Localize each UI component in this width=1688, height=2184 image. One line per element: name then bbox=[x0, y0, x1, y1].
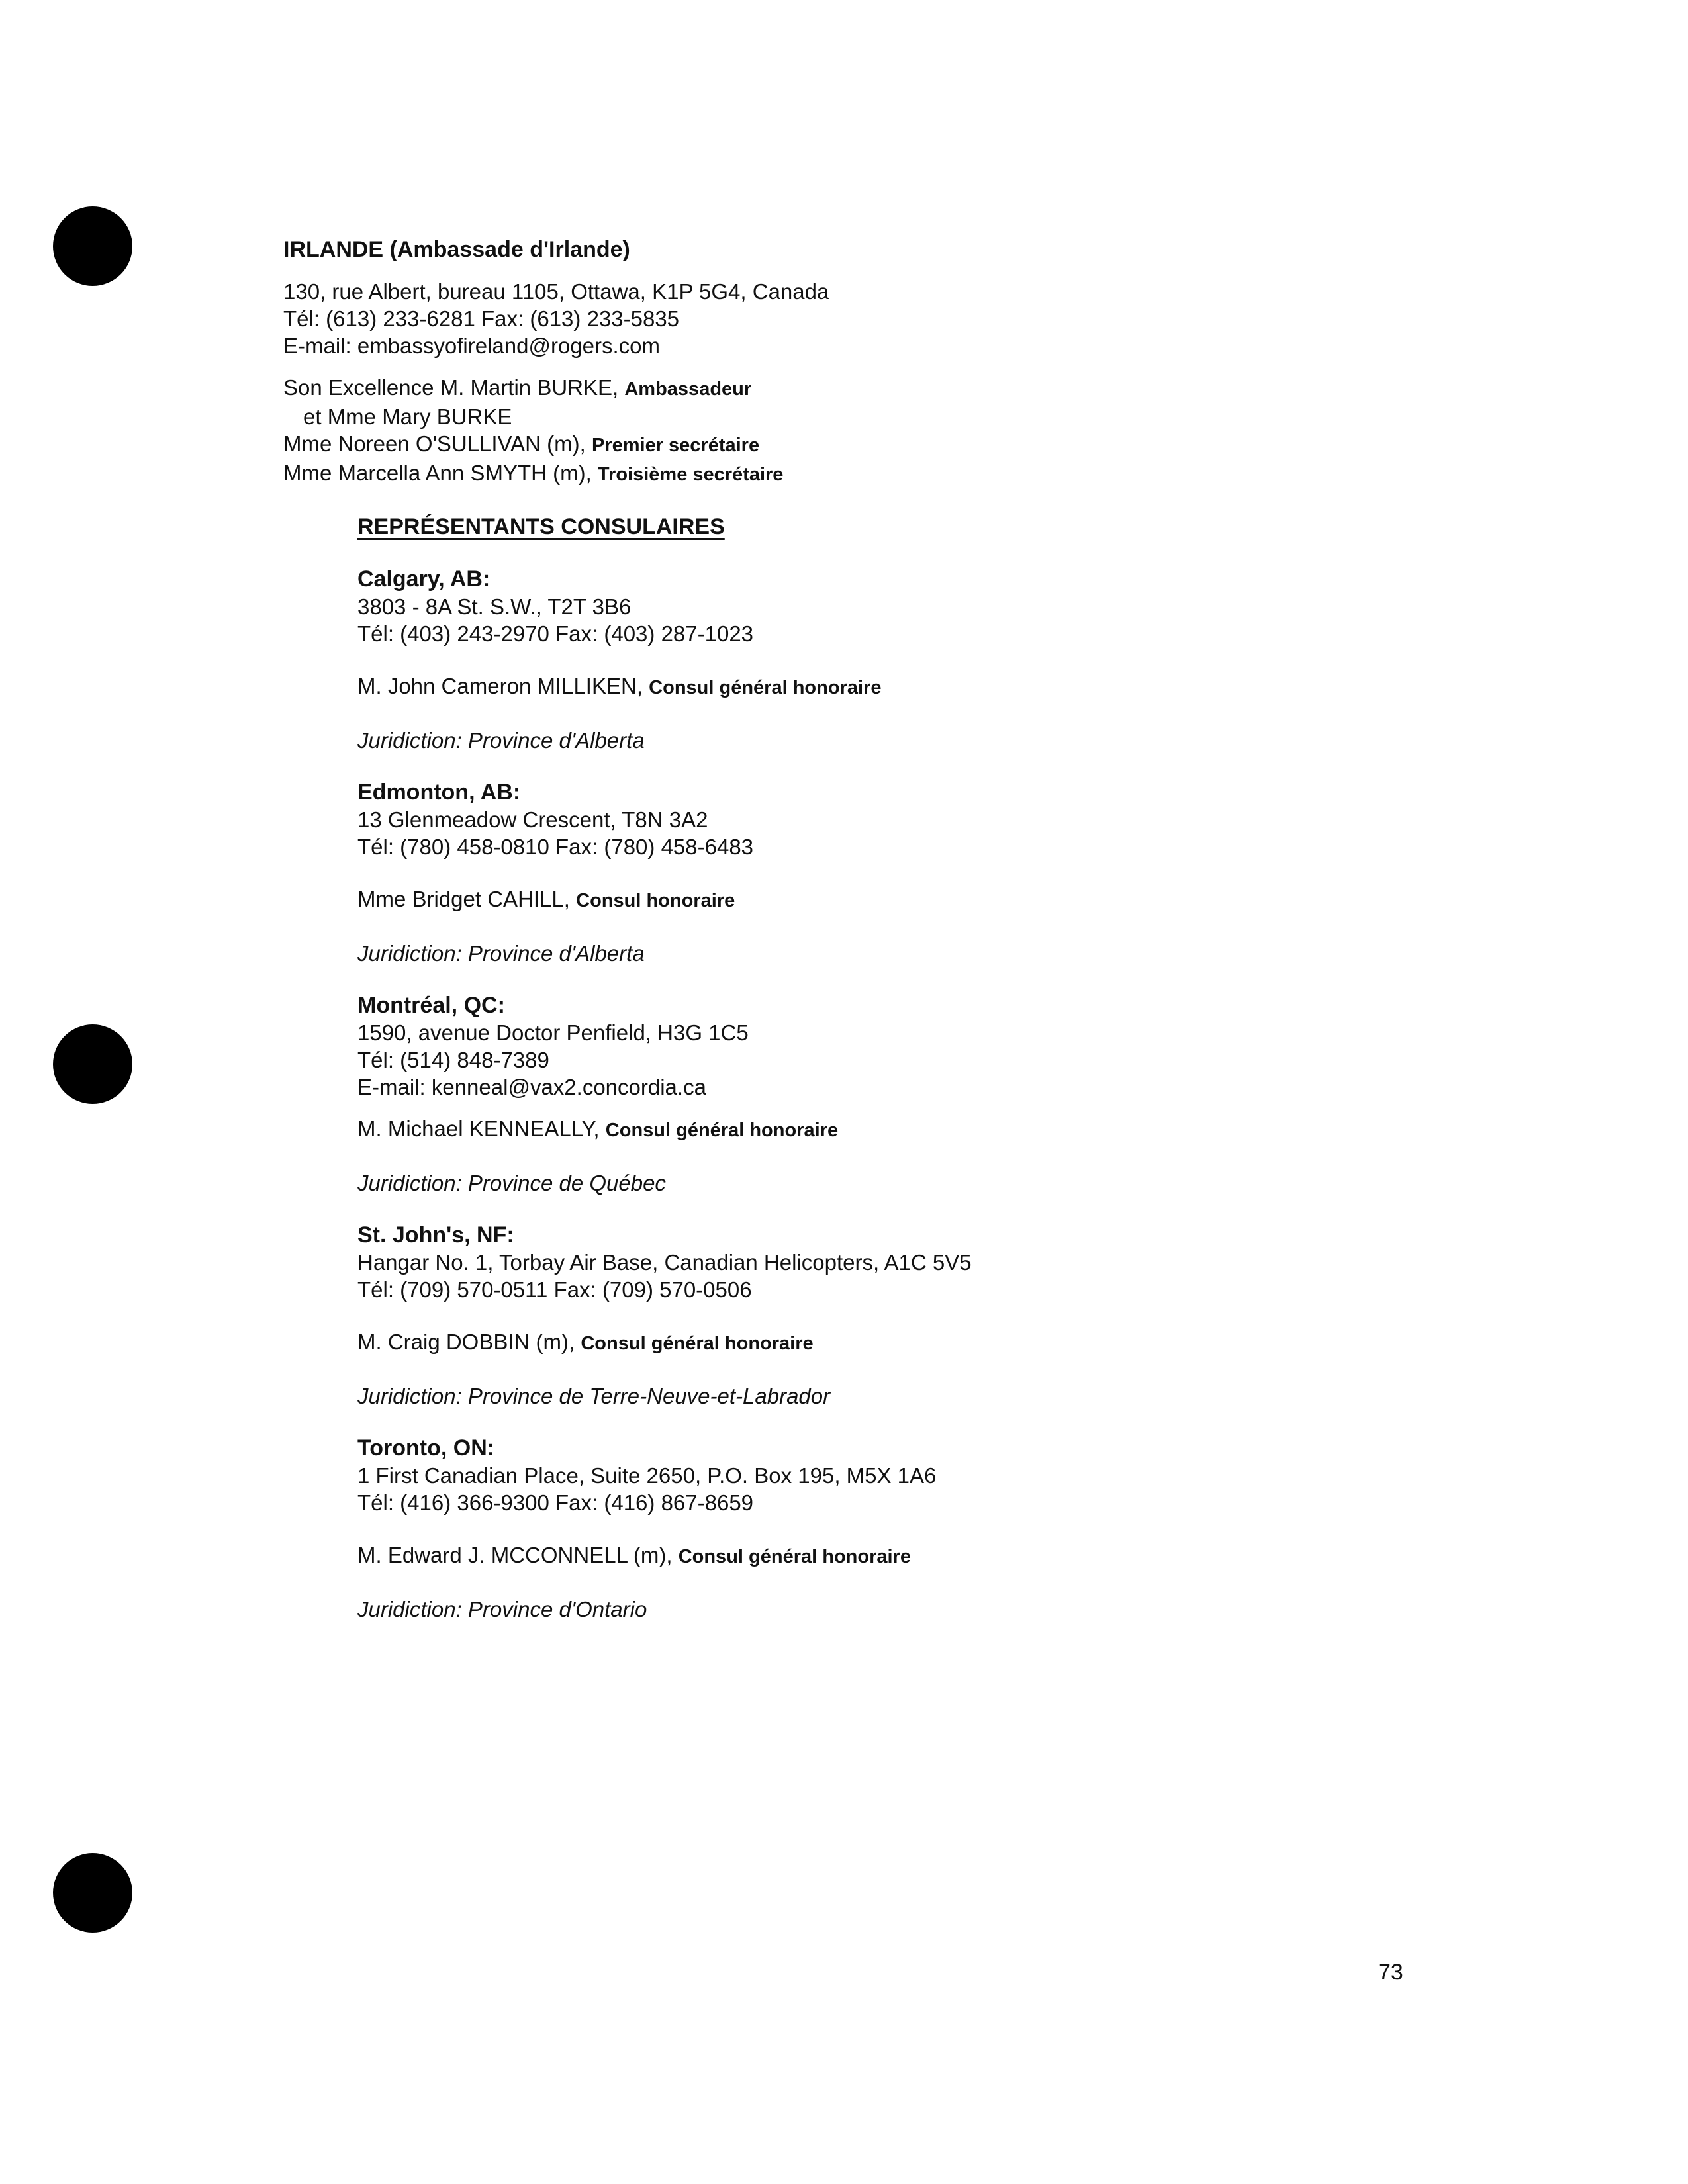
consulate-entry bbox=[357, 566, 1541, 779]
staff-role: Troisième secrétaire bbox=[597, 464, 784, 485]
consul-entry bbox=[357, 1541, 1541, 1570]
consul-name: M. Craig DOBBIN (m), bbox=[357, 1330, 575, 1354]
consulate-email: E-mail: kenneal@vax2.concordia.ca bbox=[357, 1075, 706, 1099]
consulate-address: 1590, avenue Doctor Penfield, H3G 1C5 bbox=[357, 1021, 749, 1045]
consulate-contact: Tél: (403) 243-2970 Fax: (403) 287-1023 bbox=[357, 621, 754, 646]
consular-section bbox=[357, 514, 1541, 1623]
consul-entry bbox=[357, 886, 1541, 915]
consulate-address: 1 First Canadian Place, Suite 2650, P.O. Box 195, M5X 1A6 bbox=[357, 1463, 937, 1488]
consulate-jurisdiction: Juridiction: Province de Terre-Neuve-et-Labrador bbox=[357, 1384, 831, 1408]
consulate-contact: Tél: (709) 570-0511 Fax: (709) 570-0506 bbox=[357, 1277, 752, 1302]
consul-entry bbox=[357, 672, 1541, 702]
consul-name: M. Michael KENNEALLY, bbox=[357, 1116, 600, 1141]
embassy-phone: Tél: (613) 233-6281 Fax: (613) 233-5835 bbox=[283, 306, 680, 331]
consulate-city: Edmonton, AB: bbox=[357, 780, 521, 805]
consulate-city: St. John's, NF: bbox=[357, 1222, 514, 1248]
embassy-email: E-mail: embassyofireland@rogers.com bbox=[283, 334, 661, 358]
consulate-address: 13 Glenmeadow Crescent, T8N 3A2 bbox=[357, 807, 708, 832]
consulate-jurisdiction: Juridiction: Province de Québec bbox=[357, 1171, 666, 1195]
staff-entry bbox=[283, 374, 1541, 403]
consul-role: Consul général honoraire bbox=[649, 677, 882, 698]
staff-entry bbox=[283, 403, 1541, 430]
consul-role: Consul général honoraire bbox=[678, 1546, 911, 1567]
staff-entry bbox=[283, 430, 1541, 459]
staff-name: Son Excellence M. Martin BURKE, bbox=[283, 375, 619, 400]
binder-hole bbox=[53, 1853, 132, 1933]
consulate-city: Montréal, QC: bbox=[357, 993, 505, 1018]
staff-entry bbox=[283, 459, 1541, 488]
consulate-contact: Tél: (514) 848-7389 bbox=[357, 1048, 549, 1072]
consulate-contact: Tél: (416) 366-9300 Fax: (416) 867-8659 bbox=[357, 1490, 754, 1515]
consulate-jurisdiction: Juridiction: Province d'Alberta bbox=[357, 941, 645, 966]
section-title: REPRÉSENTANTS CONSULAIRES bbox=[357, 514, 725, 539]
staff-role: Premier secrétaire bbox=[591, 435, 760, 456]
consulate-entry bbox=[357, 1222, 1541, 1435]
consulate-jurisdiction: Juridiction: Province d'Ontario bbox=[357, 1597, 647, 1621]
consulate-entry bbox=[357, 1435, 1541, 1623]
page-number: 73 bbox=[1378, 1960, 1403, 1985]
embassy-address: 130, rue Albert, bureau 1105, Ottawa, K1P 5G4, Canada bbox=[283, 279, 829, 304]
consulate-city: Calgary, AB: bbox=[357, 567, 491, 592]
staff-name: Mme Noreen O'SULLIVAN (m), bbox=[283, 432, 586, 456]
consul-name: M. Edward J. MCCONNELL (m), bbox=[357, 1543, 673, 1567]
binder-hole bbox=[53, 1024, 132, 1104]
consul-entry bbox=[357, 1115, 1541, 1144]
document-body bbox=[283, 236, 1541, 1623]
staff-role: Ambassadeur bbox=[624, 379, 752, 400]
consul-role: Consul honoraire bbox=[576, 890, 735, 911]
staff-name: et Mme Mary BURKE bbox=[303, 404, 512, 429]
consul-role: Consul général honoraire bbox=[581, 1333, 814, 1354]
binder-hole bbox=[53, 206, 132, 286]
consulate-entry bbox=[357, 779, 1541, 992]
consul-name: Mme Bridget CAHILL, bbox=[357, 887, 570, 911]
consul-entry bbox=[357, 1328, 1541, 1357]
consulate-contact: Tél: (780) 458-0810 Fax: (780) 458-6483 bbox=[357, 835, 754, 859]
staff-name: Mme Marcella Ann SMYTH (m), bbox=[283, 461, 592, 485]
consul-role: Consul général honoraire bbox=[605, 1120, 839, 1141]
country-heading: IRLANDE (Ambassade d'Irlande) bbox=[283, 237, 630, 262]
consulate-address: Hangar No. 1, Torbay Air Base, Canadian Helicopters, A1C 5V5 bbox=[357, 1250, 972, 1275]
consulate-entry bbox=[357, 992, 1541, 1222]
consulate-address: 3803 - 8A St. S.W., T2T 3B6 bbox=[357, 594, 632, 619]
consul-name: M. John Cameron MILLIKEN, bbox=[357, 674, 643, 698]
consulate-city: Toronto, ON: bbox=[357, 1435, 495, 1461]
consulate-jurisdiction: Juridiction: Province d'Alberta bbox=[357, 728, 645, 752]
